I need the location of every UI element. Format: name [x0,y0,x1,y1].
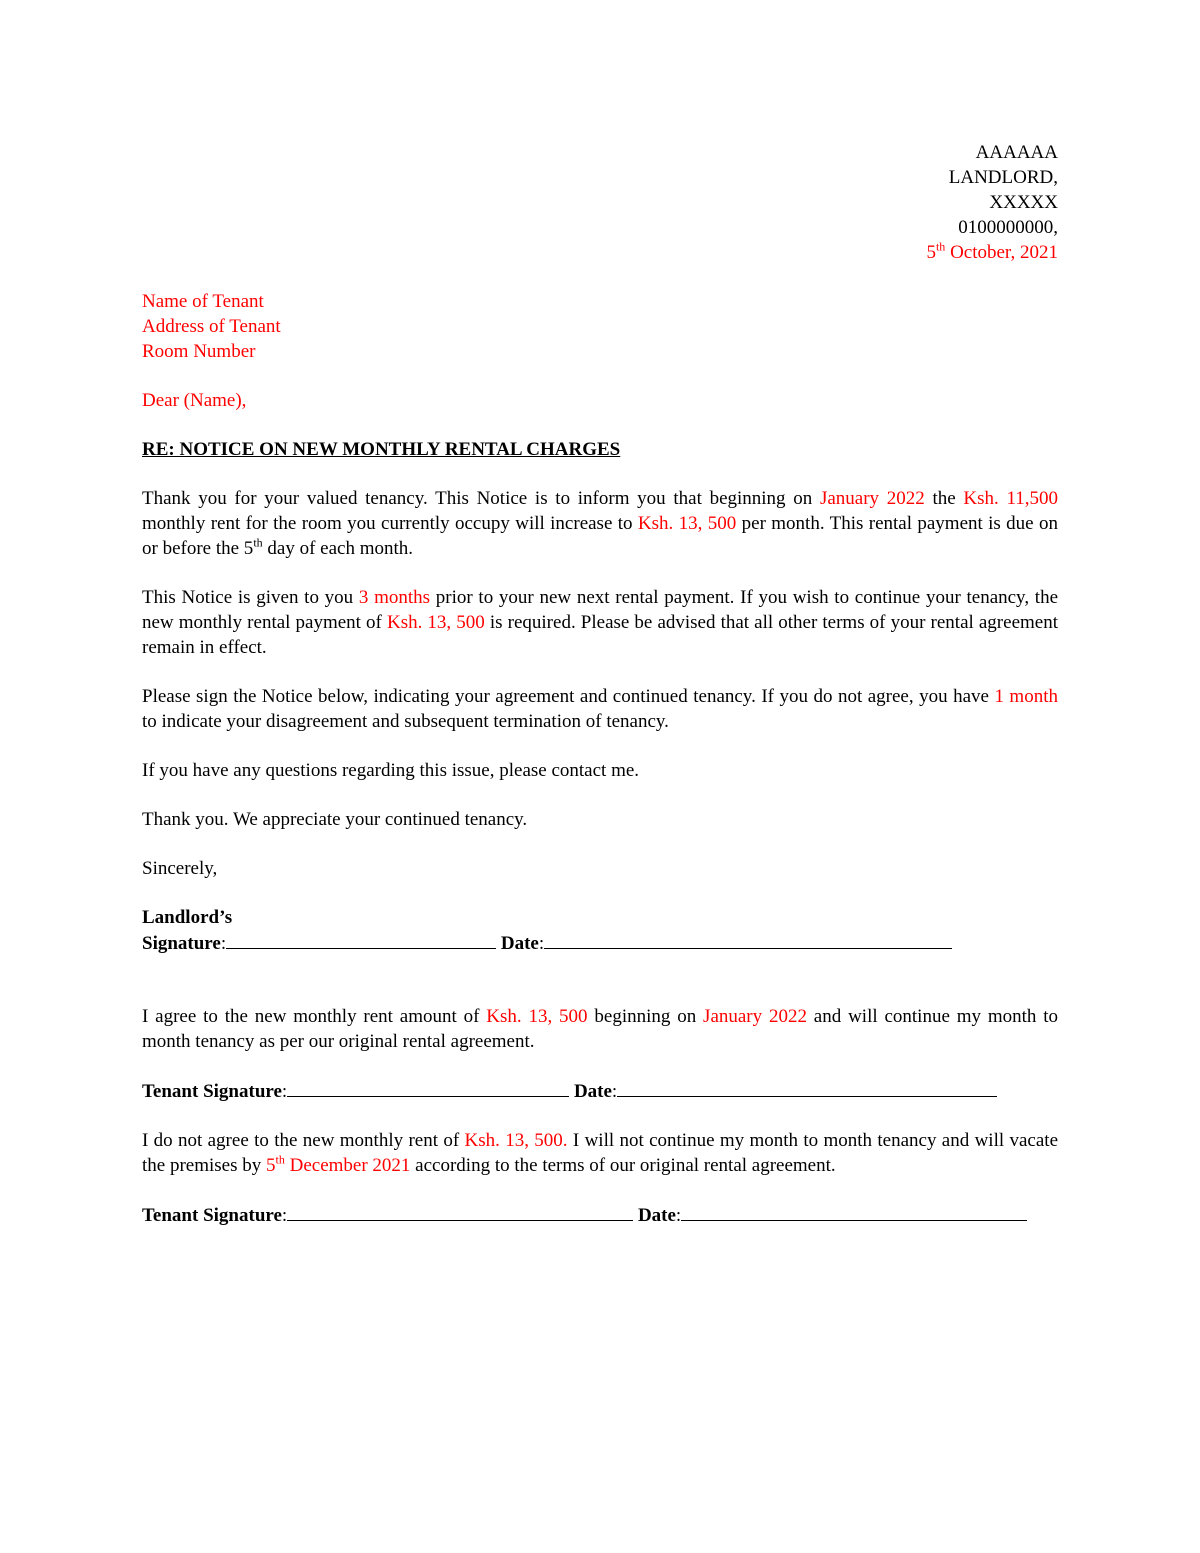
sender-phone: 0100000000, [958,217,1058,238]
closing: Sincerely, [142,858,218,879]
letter-date: 5th October, 2021 [926,239,1058,263]
tenant-signature-line-disagree[interactable] [287,1202,633,1221]
tenant-date-label: Date [637,1205,676,1226]
paragraph-sign-instructions: Please sign the Notice below, indicating your agreement and continued tenancy. If you do not agree, you have 1 month to indicate your disagreement and subsequent termination of tenancy. [142,686,1058,732]
tenant-date-line-agree[interactable] [617,1078,997,1097]
paragraph-questions: If you have any questions regarding this issue, please contact me. [142,760,640,781]
tenant-date-line-disagree[interactable] [681,1202,1027,1221]
recipient-block [142,289,1058,364]
recipient-room: Room Number [142,341,256,362]
tenant-signature-label: Tenant Signature [142,1205,282,1226]
tenant-signature-line-agree[interactable] [287,1078,569,1097]
paragraph-disagree: I do not agree to the new monthly rent of Ksh. 13, 500. I will not continue my month to month tenancy and will vacate the premises by 5th December 2021 according to the terms of our original rental agreement. [142,1130,1058,1176]
tenant-signature-block-disagree: Tenant Signature: Date: [142,1202,1058,1228]
paragraph-rent-increase: Thank you for your valued tenancy. This Notice is to inform you that beginning on January 2022 the Ksh. 11,500 monthly rent for the room you currently occupy will increase to Ksh. 13, 500 per month. This rental payment is due on or before the 5th day of each month. [142,488,1058,559]
landlord-date-line[interactable] [544,930,952,949]
paragraph-agree: I agree to the new monthly rent amount of Ksh. 13, 500 beginning on January 2022 and will continue my month to month tenancy as per our original rental agreement. [142,1006,1058,1052]
salutation: Dear (Name), [142,390,247,411]
sender-role: LANDLORD, [948,167,1058,188]
sender-block [142,140,1058,265]
sender-name: AAAAAA [975,142,1058,163]
landlord-signature-label: Landlord’s [142,907,233,928]
recipient-name: Name of Tenant [142,291,264,312]
tenant-date-label: Date [573,1081,612,1102]
landlord-signature-block: Landlord’s Signature: Date: [142,905,1058,956]
recipient-address: Address of Tenant [142,316,281,337]
tenant-signature-label: Tenant Signature [142,1081,282,1102]
paragraph-thanks: Thank you. We appreciate your continued tenancy. [142,809,528,830]
tenant-signature-block-agree: Tenant Signature: Date: [142,1078,1058,1104]
paragraph-notice-period: This Notice is given to you 3 months prior to your new next rental payment. If you wish to continue your tenancy, the new monthly rental payment of Ksh. 13, 500 is required. Please be advised that all other terms of your rental agreement remain in effect. [142,587,1059,658]
landlord-date-label: Date [500,933,539,954]
subject-line: RE: NOTICE ON NEW MONTHLY RENTAL CHARGES [142,439,621,460]
sender-address: XXXXX [989,192,1058,213]
signature-label: Signature [142,933,221,954]
landlord-signature-line[interactable] [226,930,496,949]
letter-body [142,140,1058,1228]
